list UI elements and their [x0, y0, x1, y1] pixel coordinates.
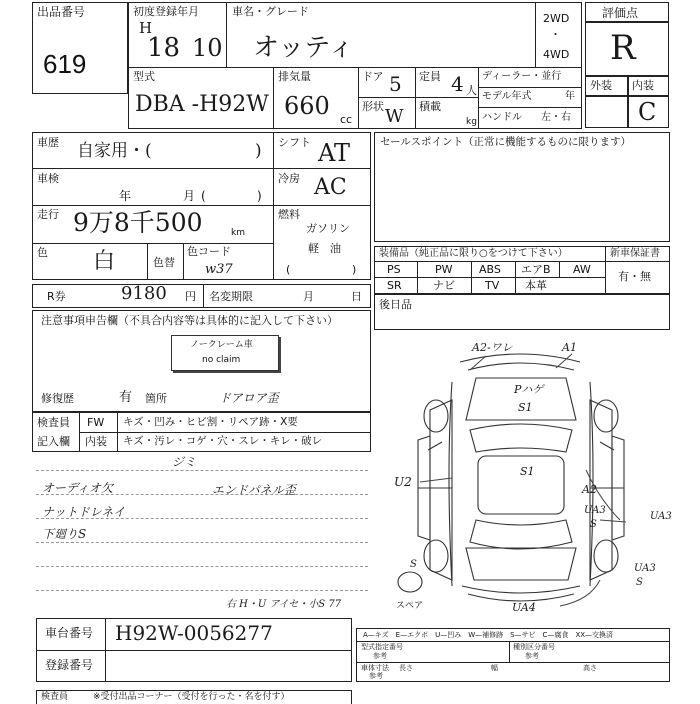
model-name-value: オッティ [253, 33, 355, 63]
ac-label: 冷房 [278, 172, 300, 185]
model-year-label: モデル年式 [482, 91, 532, 102]
registration-month: 10 [192, 34, 223, 62]
fuel-paren-close: ) [352, 263, 357, 276]
inspector-label: 検査員 [37, 416, 70, 429]
inspection-paren-open: ( [201, 189, 206, 203]
mileage-value: 9万8千500 [73, 208, 203, 237]
remark-right1: エンドパネル歪 [212, 483, 296, 497]
model-name-label: 車名・グレード [232, 5, 309, 18]
no-claim-stamp-top: ノークレーム車 [190, 340, 253, 350]
name-change-label: 名変期限 [209, 290, 253, 303]
inspection-label: 車検 [37, 172, 59, 185]
remark-left1: オーディオ欠 [42, 481, 114, 495]
load-label: 積載 [419, 100, 441, 113]
legend-size-label: 車体寸法 [361, 664, 389, 672]
drive-2wd: 2WD [543, 12, 570, 25]
mileage-unit: km [231, 228, 245, 238]
remark-top: ジミ [172, 455, 197, 469]
equipment-abs: ABS [479, 263, 501, 276]
doors-label: ドア [362, 70, 384, 83]
mark-right-ua3a: UA3 [584, 505, 606, 516]
fuel-gasoline: ガソリン [306, 222, 350, 235]
remark-left2: ナットドレネイ [42, 505, 126, 519]
sales-points-label: セールスポイント（正常に機能するものに限ります） [380, 136, 632, 148]
reg-no-label: 登録番号 [45, 658, 94, 672]
equipment-sr: SR [387, 279, 402, 292]
legend-length: 長さ [399, 664, 413, 672]
mark-bottom-ua4: UA4 [512, 601, 536, 614]
footer-label: 検査員 [41, 692, 69, 702]
repair-label: 修復歴 [41, 392, 74, 405]
equipment-leather: 本革 [525, 279, 547, 292]
mark-roof: S1 [520, 465, 535, 478]
mark-pillar: Pハゲ [514, 383, 544, 396]
repair-location-value: ドアロア歪 [219, 391, 279, 405]
inspection-paren-close: ) [257, 189, 262, 203]
capacity-value: 4 [451, 72, 464, 96]
warranty-value: 有・無 [618, 270, 651, 283]
shape-value: W [385, 106, 404, 127]
history-close: ) [255, 141, 262, 161]
registration-era: H [139, 19, 153, 37]
load-unit: kg [466, 117, 477, 127]
mark-left-u2: U2 [394, 475, 412, 489]
name-change-day: 日 [351, 290, 362, 303]
interior-label: 内装 [632, 79, 654, 92]
color-change-label: 色替 [153, 256, 175, 269]
equipment-airbag: エアB [521, 263, 551, 276]
inspector-row2-text: キズ・汚レ・コゲ・穴・スレ・キレ・破レ [123, 435, 323, 447]
recycle-value: 9180 [121, 283, 167, 304]
fuel-paren-open: ( [286, 263, 291, 276]
color-code-value: w37 [205, 262, 233, 277]
lot-label: 出品番号 [37, 5, 86, 19]
equipment-pw: PW [435, 263, 453, 276]
registration-year: 18 [147, 33, 181, 63]
equipment-tv: TV [485, 279, 500, 292]
color-label: 色 [37, 246, 48, 259]
shape-label: 形状 [362, 100, 384, 113]
repair-location-label: 箇所 [145, 392, 167, 405]
displacement-value: 660 [284, 92, 330, 120]
mark-wheel-s: S [410, 559, 417, 570]
footer-text: ※受付出品コーナー（受付を行った・名を付す） [93, 692, 290, 702]
remark-left3: 下廻りS [42, 527, 87, 541]
fuel-label: 燃料 [278, 208, 300, 221]
legend-codes: A—キズ E—エクボ U—凹み W—補修跡 S—サビ C—腐食 XX—交換済 [363, 631, 614, 639]
inspection-month-unit: 月 [183, 189, 196, 203]
legend-class-label: 種別区分番号 [513, 643, 555, 651]
interior-score: C [638, 98, 657, 126]
vin-box [36, 618, 352, 682]
legend-type-ref: 参考 [373, 652, 387, 660]
legend-type-label: 型式指定番号 [361, 643, 403, 651]
legend-class-ref: 参考 [525, 652, 539, 660]
mileage-label: 走行 [37, 208, 59, 221]
repair-value: 有 [119, 390, 133, 405]
displacement-unit: cc [340, 113, 353, 126]
mark-right-a2: A2 [582, 483, 597, 496]
legend-height: 高さ [583, 664, 597, 672]
fuel-diesel: 軽 油 [308, 242, 341, 255]
vin-label: 車台番号 [45, 626, 94, 640]
color-code-label: 色コード [187, 245, 231, 258]
lot-value: 619 [43, 49, 87, 79]
dealer-label: ディーラー・並行 [482, 71, 562, 82]
mark-lower-s: S [636, 577, 643, 588]
chassis-type-label: 型式 [133, 70, 155, 83]
equipment-aw: AW [573, 263, 591, 276]
displacement-label: 排気量 [278, 70, 311, 83]
inspection-year-unit: 年 [119, 189, 132, 203]
warranty-label: 新車保証書 [610, 248, 660, 259]
capacity-label: 定員 [419, 70, 441, 83]
recycle-label: R券 [47, 290, 66, 303]
history-value: 自家用・( [77, 141, 152, 161]
score-label: 評価点 [602, 6, 639, 20]
drive-4wd: 4WD [543, 48, 570, 61]
remark-bottom: 右 H・U アイセ・小S 77 [226, 599, 342, 610]
exterior-label: 外装 [590, 79, 612, 92]
equipment-label: 装備品（純正品に限り○をつけて下さい） [379, 248, 568, 259]
handle-options: 左・右 [541, 112, 571, 123]
footer-box [36, 690, 352, 704]
name-change-month: 月 [303, 290, 314, 303]
mark-far-right-ua3: UA3 [650, 511, 672, 522]
model-year-unit: 年 [565, 91, 575, 102]
later-docs-label: 後日品 [379, 298, 412, 311]
legend-box [356, 628, 670, 682]
recycle-unit: 円 [185, 290, 196, 303]
handle-label: ハンドル [482, 112, 522, 123]
legend-size-ref: 参考 [369, 672, 383, 680]
spare-label: スペア [396, 601, 424, 611]
mark-a2-bumper: A2-ワレ [472, 341, 513, 354]
legend-width: 幅 [491, 664, 498, 672]
color-value: 白 [93, 249, 116, 274]
mark-right-s: S [590, 519, 597, 530]
vin-value: H92W-0056277 [115, 621, 273, 645]
chassis-type-value: DBA -H92W [135, 92, 269, 117]
equipment-navi: ナビ [433, 279, 455, 292]
score-value: R [610, 28, 636, 68]
history-label: 車歴 [37, 136, 59, 149]
shift-label: シフト [278, 136, 311, 149]
capacity-unit: 人 [466, 84, 477, 97]
notes-label: 注意事項申告欄（不具合内容等は具体的に記入して下さい） [41, 314, 338, 327]
inspector-row1-text: キズ・凹み・ヒビ割・リペア跡・X要 [123, 416, 298, 428]
mark-a1: A1 [562, 341, 577, 354]
inspector-row1-key: FW [87, 416, 105, 429]
drive-dot: ・ [550, 28, 561, 41]
no-claim-stamp-bottom: no claim [202, 355, 241, 365]
entry-label: 記入欄 [37, 435, 70, 448]
shift-value: AT [318, 139, 351, 167]
equipment-ps: PS [387, 263, 401, 276]
registration-label: 初度登録年月 [133, 5, 199, 18]
mark-s1-top: S1 [518, 401, 533, 414]
mark-lower-ua3: UA3 [634, 563, 656, 574]
inspector-row2-key: 内装 [85, 435, 107, 448]
doors-value: 5 [389, 72, 402, 96]
ac-value: AC [314, 175, 347, 200]
